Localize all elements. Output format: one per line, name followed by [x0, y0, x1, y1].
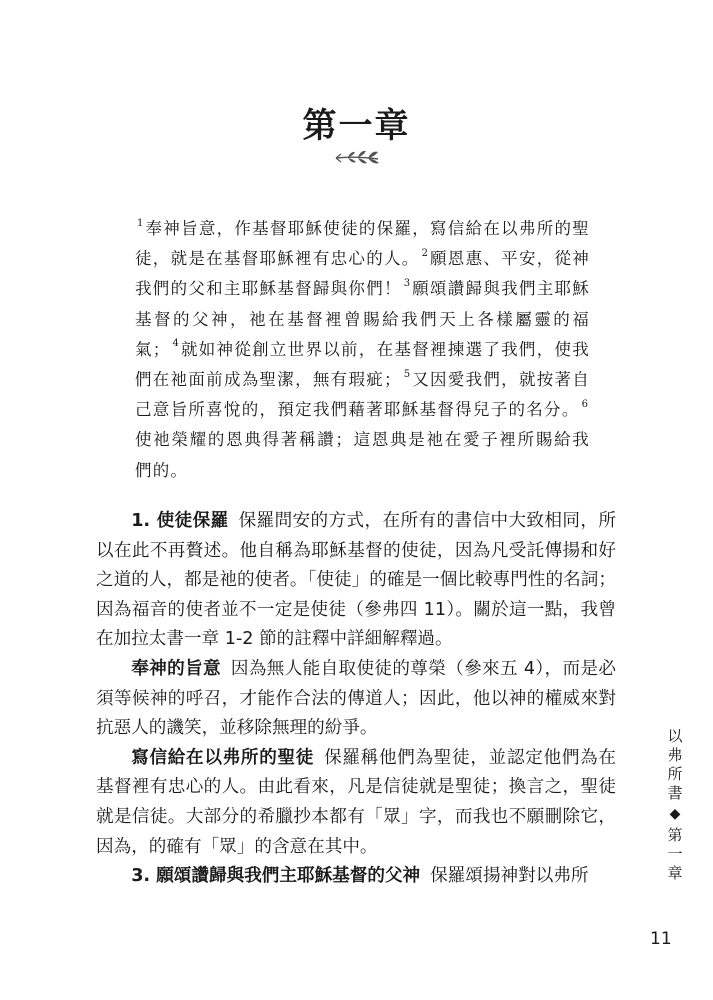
verse-number: 3 [403, 277, 411, 289]
commentary-text: 保羅頌揚神對以弗所 [430, 866, 589, 887]
chapter-title: 第一章 [302, 106, 411, 146]
verse-number: 1 [137, 217, 144, 229]
side-tab-book: 以弗所書 [667, 727, 683, 802]
side-tab [664, 727, 686, 883]
commentary-paragraph [96, 744, 616, 862]
commentary-paragraph [96, 862, 616, 892]
verse-text: 願恩惠、平安，從神我們的父和主耶穌基督歸與你們！ [135, 249, 590, 299]
commentary-paragraph [96, 507, 616, 655]
commentary-term: 1. 使徒保羅 [131, 511, 229, 531]
verse-text: 使祂榮耀的恩典得著稱讚；這恩典是祂在愛子裡所賜給我們的。 [135, 430, 590, 480]
verse-text: 又因愛我們，就按著自己意旨所喜悅的，預定我們藉著耶穌基督得兒子的名分。 [135, 370, 591, 420]
verse-text: 願頌讚歸與我們主耶穌基督的父神，祂在基督裡曾賜給我們天上各樣屬靈的福氣； [135, 279, 591, 359]
side-tab-chapter: 第一章 [667, 826, 683, 882]
verse-number: 6 [581, 398, 588, 410]
commentary-term: 寫信給在以弗所的聖徒 [131, 747, 315, 768]
commentary-paragraph [96, 655, 616, 744]
commentary-term: 奉神的旨意 [131, 658, 221, 679]
verse-number: 5 [403, 368, 411, 380]
page-number: 11 [650, 929, 672, 949]
verse-number: 2 [421, 247, 428, 259]
commentary-text: 保羅問安的方式，在所有的書信中大致相同，所以在此不再贅述。他自稱為耶穌基督的使徒，因為凡受託傳揚和好之道的人，都是祂的使者。「使徒」的確是一個比較專門性的名詞；因為福音的使者並不一定是使徒（參弗四 11）。關於這一點，我曾在加拉太書一章 1-2 節的註釋中詳細解釋過。 [96, 511, 616, 650]
commentary-term: 3. 願頌讚歸與我們主耶穌基督的父神 [131, 866, 421, 887]
verse-text: 就如神從創立世界以前，在基督裡揀選了我們，使我們在祂面前成為聖潔，無有瑕疵； [135, 339, 590, 390]
commentary-body [96, 507, 616, 892]
scripture-passage [135, 214, 590, 486]
diamond-icon: ◆ [669, 806, 681, 822]
leaf-sprig-icon [332, 146, 382, 168]
commentary-text: 保羅稱他們為聖徒，並認定他們為在基督裡有忠心的人。由此看來，凡是信徒就是聖徒；換言之，聖徒就是信徒。大部分的希臘抄本都有「眾」字，而我也不願刪除它，因為，的確有「眾」的含意在其中。 [96, 747, 616, 857]
commentary-text: 因為無人能自取使徒的尊榮（參來五 4），而是必須等候神的呼召，才能作合法的傳道人；因此，他以神的權威來對抗惡人的譏笑，並移除無理的紛爭。 [96, 658, 616, 739]
verse-number: 4 [172, 338, 179, 350]
verse-text: 奉神旨意，作基督耶穌使徒的保羅，寫信給在以弗所的聖徒，就是在基督耶穌裡有忠心的人。 [135, 219, 590, 269]
